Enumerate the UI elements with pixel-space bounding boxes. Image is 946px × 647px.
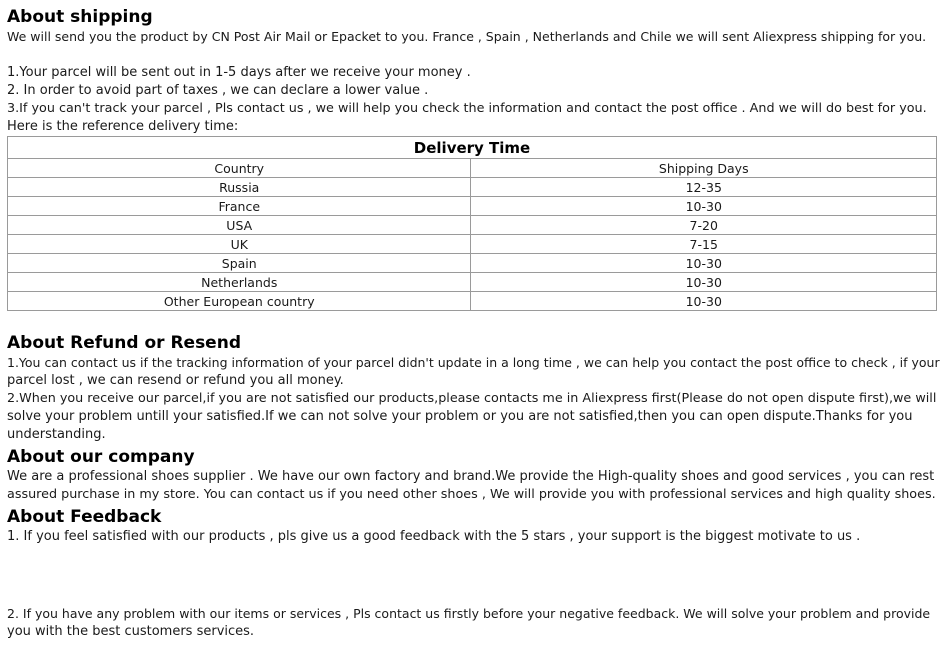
- refund-paragraph-2-line-2: solve your problem untill your satisfied.If we can not solve your problem or you are not satisfied,then you can open dispute.Thanks for you: [7, 409, 913, 424]
- country-cell: UK: [8, 235, 471, 254]
- country-cell: USA: [8, 216, 471, 235]
- company-line-2: assured purchase in my store. You can contact us if you need other shoes , We will provide you with professional services and high quality shoes.: [7, 487, 936, 502]
- shipping-reference-note: Here is the reference delivery time:: [7, 119, 239, 134]
- days-cell: 10-30: [471, 197, 937, 216]
- country-cell: Other European country: [8, 292, 471, 311]
- delivery-time-table: [7, 136, 937, 311]
- company-heading: About our company: [7, 447, 195, 467]
- feedback-point-2-line-2: you with the best customers services.: [7, 624, 255, 639]
- feedback-point-1: 1. If you feel satisfied with our products , pls give us a good feedback with the 5 stars , your support is the biggest motivate to us .: [7, 529, 861, 544]
- refund-paragraph-2-line-3: understanding.: [7, 427, 106, 442]
- table-row: [8, 197, 937, 216]
- table-row: [8, 273, 937, 292]
- shipping-intro: We will send you the product by CN Post Air Mail or Epacket to you. France , Spain , Netherlands and Chile we will sent Aliexpress shipping for you.: [7, 29, 927, 44]
- table-row: [8, 178, 937, 197]
- table-title: Delivery Time: [8, 137, 937, 159]
- table-title-row: [8, 137, 937, 159]
- refund-paragraph-1-line-2: parcel lost , we can resend or refund you all money.: [7, 373, 344, 388]
- refund-paragraph-2-line-1: 2.When you receive our parcel,if you are not satisfied our products,please contacts me in Aliexpress first(Please do not open dispute first),we will: [7, 391, 937, 406]
- table-row: [8, 254, 937, 273]
- shipping-heading: About shipping: [7, 7, 153, 27]
- header-shipping-days: Shipping Days: [471, 159, 937, 178]
- country-cell: France: [8, 197, 471, 216]
- country-cell: Netherlands: [8, 273, 471, 292]
- feedback-point-2-line-1: 2. If you have any problem with our items or services , Pls contact us firstly before your negative feedback. We will solve your problem and provide: [7, 606, 931, 621]
- country-cell: Spain: [8, 254, 471, 273]
- days-cell: 10-30: [471, 254, 937, 273]
- days-cell: 10-30: [471, 292, 937, 311]
- days-cell: 7-15: [471, 235, 937, 254]
- refund-heading: About Refund or Resend: [7, 333, 241, 353]
- table-row: [8, 216, 937, 235]
- table-header-row: [8, 159, 937, 178]
- shipping-point-3: 3.If you can't track your parcel , Pls contact us , we will help you check the information and contact the post office . And we will do best for you.: [7, 101, 927, 116]
- days-cell: 12-35: [471, 178, 937, 197]
- country-cell: Russia: [8, 178, 471, 197]
- company-line-1: We are a professional shoes supplier . We have our own factory and brand.We provide the High-quality shoes and good services , you can rest: [7, 469, 935, 484]
- days-cell: 10-30: [471, 273, 937, 292]
- days-cell: 7-20: [471, 216, 937, 235]
- shipping-point-1: 1.Your parcel will be sent out in 1-5 days after we receive your money .: [7, 65, 471, 80]
- table-row: [8, 292, 937, 311]
- table-row: [8, 235, 937, 254]
- feedback-heading: About Feedback: [7, 507, 162, 527]
- refund-paragraph-1-line-1: 1.You can contact us if the tracking information of your parcel didn't update in a long time , we can help you contact the post office to check , if your: [7, 355, 940, 370]
- header-country: Country: [8, 159, 471, 178]
- shipping-point-2: 2. In order to avoid part of taxes , we can declare a lower value .: [7, 83, 429, 98]
